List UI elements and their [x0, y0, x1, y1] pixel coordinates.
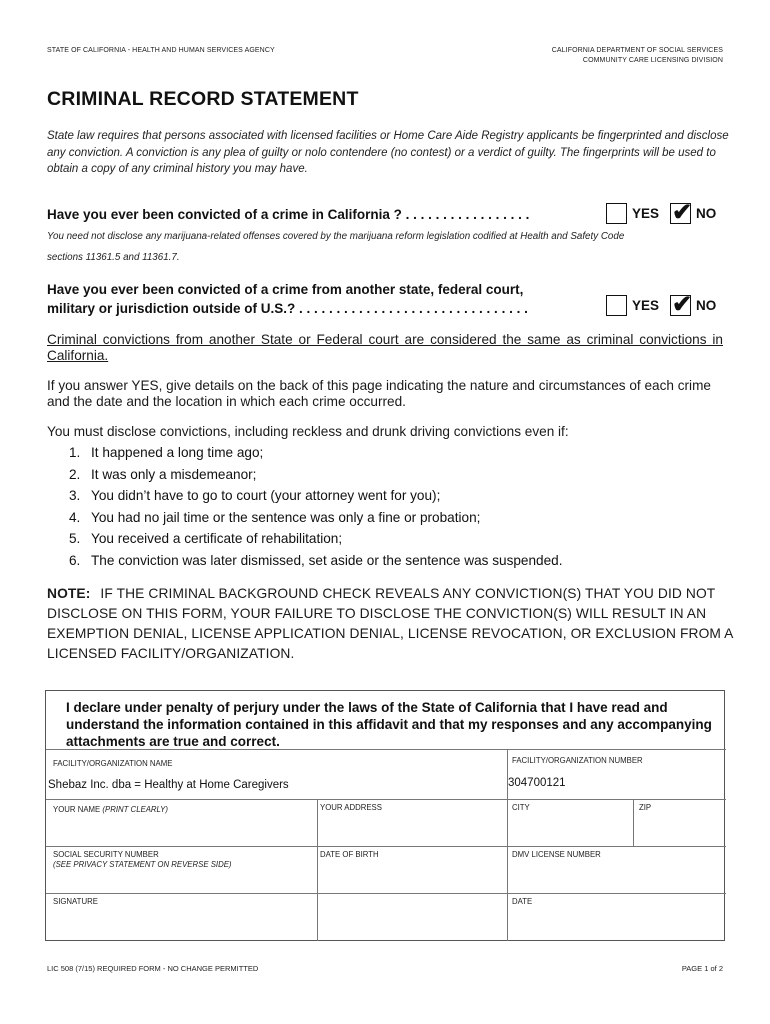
note-label: NOTE: — [47, 586, 91, 601]
department-header — [552, 46, 723, 65]
form-id-footer: LIC 508 (7/15) REQUIRED FORM - NO CHANGE PERMITTED — [47, 964, 259, 973]
divider — [46, 846, 726, 847]
check-mark-icon: ✔ — [672, 199, 693, 226]
facility-name-label: FACILITY/ORGANIZATION NAME — [53, 759, 173, 768]
declaration-section — [45, 690, 725, 941]
date-of-birth-label: DATE OF BIRTH — [320, 850, 379, 859]
list-item: 5. You received a certificate of rehabilitation; — [69, 531, 343, 546]
city-label: CITY — [512, 803, 530, 812]
list-item: 3. You didn’t have to go to court (your attorney went for you); — [69, 488, 441, 503]
if-yes-paragraph: If you answer YES, give details on the back of this page indicating the nature and circumstances of each crime and the date and the location in which each crime occurred. — [47, 378, 711, 409]
form-title: CRIMINAL RECORD STATEMENT — [47, 88, 359, 110]
your-name-hint: (PRINT CLEARLY) — [102, 805, 168, 814]
question-other-jurisdiction — [47, 280, 528, 318]
ssn-label: SOCIAL SECURITY NUMBER (SEE PRIVACY STATEMENT ON REVERSE SIDE) — [53, 850, 232, 869]
your-address-label: YOUR ADDRESS — [320, 803, 382, 812]
divider — [317, 799, 318, 941]
date-label: DATE — [512, 897, 533, 906]
q2-no-label: NO — [696, 298, 717, 313]
note-text: IF THE CRIMINAL BACKGROUND CHECK REVEALS ANY CONVICTION(S) THAT YOU DID NOT DISCLOSE ON THIS FORM, YOUR FAILURE TO DISCLOSE THE CONVICTION(S) WILL RESULT IN AN EXEMPTION DENIAL, LICENSE APPLICATION DENIAL, LICENSE REVOCATION, OR EXCLUSION FROM A LICENSED FACILITY/ORGANIZATION. — [47, 586, 733, 661]
question-other-jurisdiction-line2: military or jurisdiction outside of U.S.? . . . . . . . . . . . . . . . . . . . . . . . . . . . . . . . — [47, 301, 528, 316]
list-item: 4. You had no jail time or the sentence was only a fine or probation; — [69, 509, 481, 525]
list-item: 1. It happened a long time ago; — [69, 445, 264, 460]
ssn-hint: (SEE PRIVACY STATEMENT ON REVERSE SIDE) — [53, 860, 232, 869]
intro-paragraph: State law requires that persons associated with licensed facilities or Home Care Aide Registry applicants be fingerprinted and disclose any conviction. A conviction is any plea of guilty or nolo contendere (no contest) or a verdict of guilty. The fingerprints will be used to obtain a copy of any criminal history you may have. — [47, 130, 729, 175]
division-name: COMMUNITY CARE LICENSING DIVISION — [582, 56, 723, 64]
check-mark-icon: ✔ — [672, 291, 693, 318]
conditions-list — [69, 442, 563, 571]
department-name: CALIFORNIA DEPARTMENT OF SOCIAL SERVICES — [551, 47, 723, 54]
q1-no-label: NO — [696, 206, 717, 221]
dmv-license-label: DMV LICENSE NUMBER — [512, 850, 601, 859]
q1-no-checkbox[interactable] — [670, 199, 693, 226]
q1-yes-checkbox[interactable] — [606, 203, 627, 224]
list-item: 6. The conviction was later dismissed, set aside or the sentence was suspended. — [69, 552, 563, 568]
facility-number-field[interactable]: 304700121 — [508, 777, 566, 789]
marijuana-note-line2: sections 11361.5 and 11361.7. — [47, 252, 180, 263]
q2-no-checkbox[interactable] — [670, 291, 693, 318]
question-california-conviction: Have you ever been convicted of a crime in California ? . . . . . . . . . . . . . . . . . — [47, 207, 530, 222]
agency-header: STATE OF CALIFORNIA - HEALTH AND HUMAN SERVICES AGENCY — [47, 47, 275, 54]
divider — [633, 799, 634, 846]
perjury-declaration: I declare under penalty of perjury under the laws of the State of California that I have read and understand the information contained in this affidavit and that my responses and any accompanying attachments are true and correct. — [66, 700, 712, 749]
other-courts-paragraph: Criminal convictions from another State or Federal court are considered the same as criminal convictions in California. — [47, 332, 723, 363]
marijuana-note-line1: You need not disclose any marijuana-related offenses covered by the marijuana reform legislation codified at Health and Safety Code — [47, 231, 625, 242]
q1-yes-label: YES — [632, 206, 660, 221]
zip-label: ZIP — [639, 803, 652, 812]
question-other-jurisdiction-line1: Have you ever been convicted of a crime from another state, federal court, — [47, 282, 524, 297]
q2-yes-label: YES — [632, 298, 660, 313]
divider — [46, 749, 726, 750]
divider — [46, 799, 726, 800]
page-number: PAGE 1 of 2 — [681, 964, 723, 973]
facility-number-label: FACILITY/ORGANIZATION NUMBER — [512, 756, 643, 765]
signature-label: SIGNATURE — [53, 897, 98, 906]
facility-name-field[interactable]: Shebaz Inc. dba = Healthy at Home Caregivers — [48, 779, 289, 791]
must-disclose-paragraph: You must disclose convictions, including reckless and drunk driving convictions even if: — [47, 424, 569, 439]
note-paragraph — [47, 584, 737, 664]
list-item: 2. It was only a misdemeanor; — [69, 466, 257, 482]
your-name-label: YOUR NAME (PRINT CLEARLY) — [53, 805, 168, 814]
q2-yes-checkbox[interactable] — [606, 295, 627, 316]
divider — [46, 893, 726, 894]
